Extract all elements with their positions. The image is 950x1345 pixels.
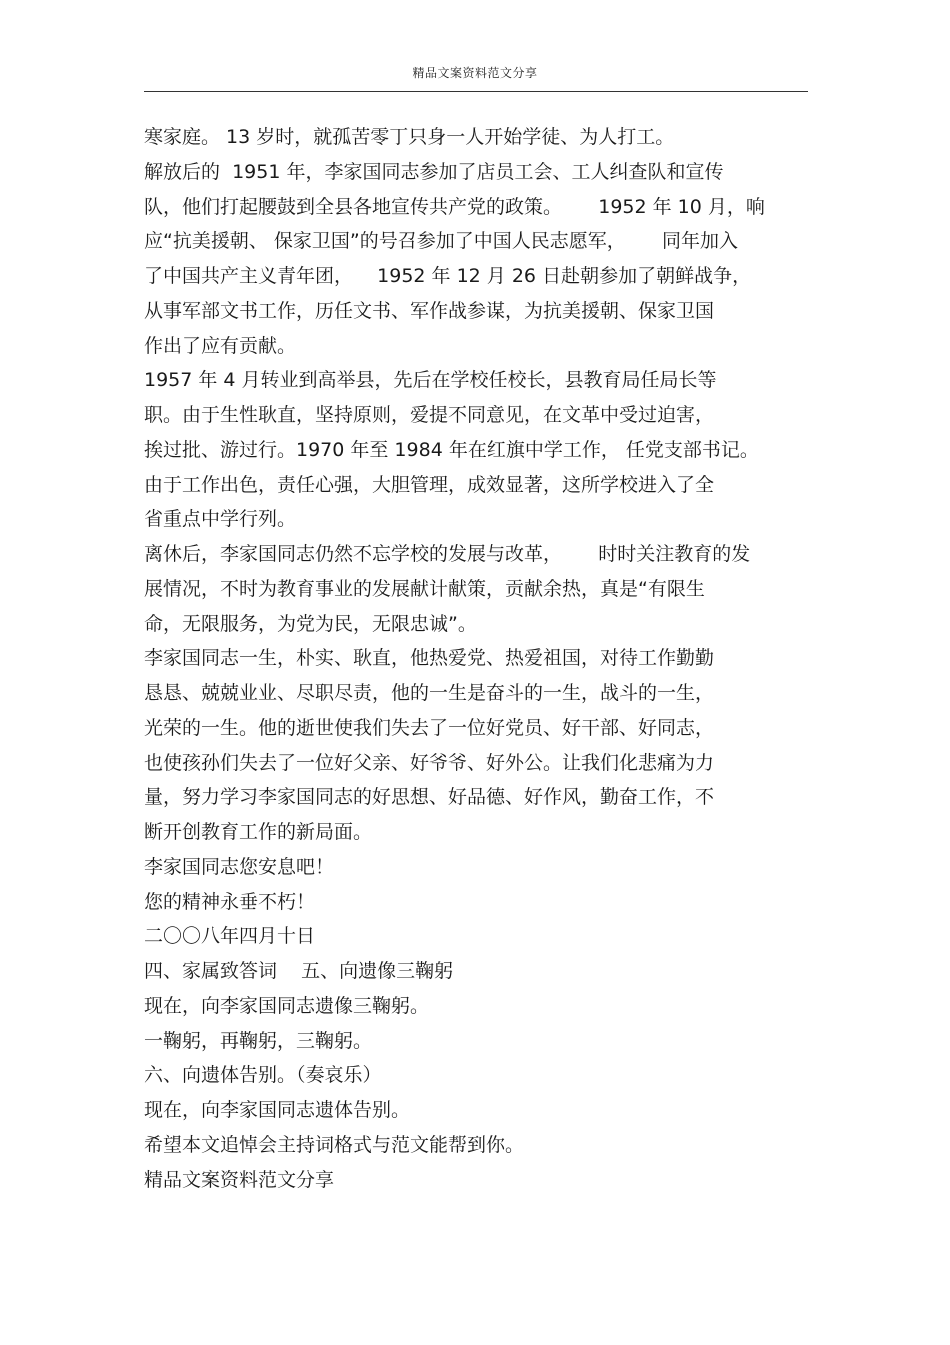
text-line: 1957 年 4 月转业到高举县，先后在学校任校长，县教育局任局长等 xyxy=(144,369,717,392)
text-line: 六、向遗体告别。（奏哀乐） xyxy=(144,1064,382,1087)
text-line: 现在，向李家国同志遗体告别。 xyxy=(144,1099,411,1121)
text-line: 您的精神永垂不朽！ xyxy=(144,890,316,913)
text-line: 挨过批、游过行。1970 年至 1984 年在红旗中学工作， 任党支部书记。 xyxy=(144,438,759,461)
text-line: 现在，向李家国同志遗像三鞠躬。 xyxy=(144,994,430,1017)
text-line: 量，努力学习李家国同志的好思想、好品德、好作风，勤奋工作，不 xyxy=(144,786,715,809)
text-line: 了中国共产主义青年团， 1952 年 12 月 26 日赴朝参加了朝鲜战争， xyxy=(144,265,752,287)
text-line: 光荣的一生。他的逝世使我们失去了一位好党员、好干部、好同志， xyxy=(144,716,715,739)
text-line: 由于工作出色，责任心强，大胆管理，成效显著，这所学校进入了全 xyxy=(144,473,715,496)
header-divider xyxy=(144,91,808,92)
text-line: 希望本文追悼会主持词格式与范文能帮到你。 xyxy=(144,1133,525,1156)
document-body xyxy=(144,120,824,1197)
text-line: 解放后的 1951 年，李家国同志参加了店员工会、工人纠查队和宣传 xyxy=(144,160,724,183)
text-line: 应“抗美援朝、 保家卫国”的号召参加了中国人民志愿军， 同年加入 xyxy=(144,230,738,253)
text-line: 省重点中学行列。 xyxy=(144,508,297,531)
text-line: 作出了应有贡献。 xyxy=(144,334,297,357)
text-line: 命，无限服务，为党为民，无限忠诚”。 xyxy=(144,612,477,635)
text-line: 一鞠躬，再鞠躬，三鞠躬。 xyxy=(144,1029,373,1052)
text-line: 李家国同志一生，朴实、耿直，他热爱党、热爱祖国，对待工作勤勤 xyxy=(144,647,715,670)
text-line: 恳恳、兢兢业业、尽职尽责，他的一生是奋斗的一生，战斗的一生， xyxy=(144,682,715,704)
text-line: 四、家属致答词 五、向遗像三鞠躬 xyxy=(144,960,454,982)
page-header: 精品文案资料范文分享 xyxy=(412,66,538,80)
text-line: 离休后，李家国同志仍然不忘学校的发展与改革， 时时关注教育的发 xyxy=(144,543,751,565)
text-line: 从事军部文书工作，历任文书、军作战参谋，为抗美援朝、保家卫国 xyxy=(144,299,715,322)
text-line: 职。由于生性耿直，坚持原则，爱提不同意见，在文革中受过迫害， xyxy=(144,404,715,426)
text-line: 李家国同志您安息吧！ xyxy=(144,855,335,878)
text-line: 寒家庭。 13 岁时，就孤苦零丁只身一人开始学徒、为人打工。 xyxy=(144,126,675,148)
text-line: 队，他们打起腰鼓到全县各地宣传共产党的政策。 1952 年 10 月，响 xyxy=(144,195,765,218)
text-line: 断开创教育工作的新局面。 xyxy=(144,821,373,843)
text-line: 展情况，不时为教育事业的发展献计献策，贡献余热，真是“有限生 xyxy=(144,577,705,600)
footer-text: 精品文案资料范文分享 xyxy=(144,1168,335,1191)
text-line: 也使孩孙们失去了一位好父亲、好爷爷、好外公。让我们化悲痛为力 xyxy=(144,751,715,774)
text-line: 二〇〇八年四月十日 xyxy=(144,925,316,948)
